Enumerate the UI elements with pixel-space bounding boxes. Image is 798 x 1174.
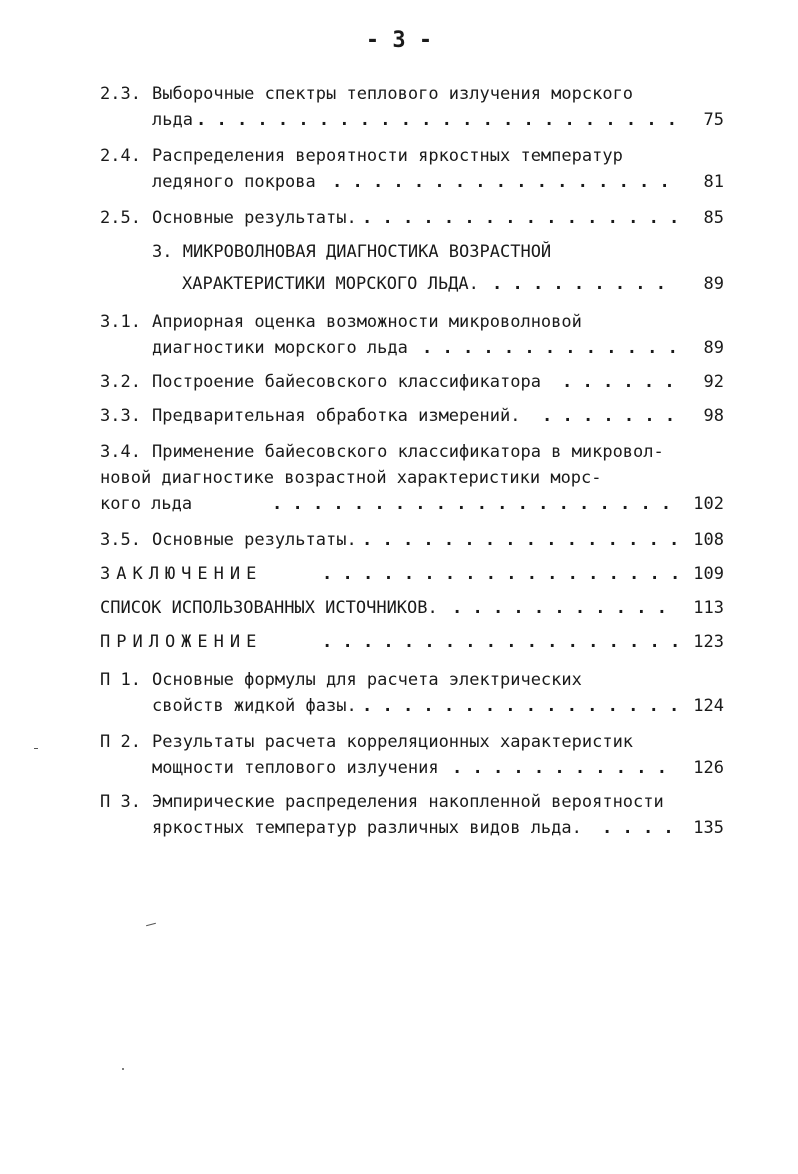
leader-dots <box>362 528 678 552</box>
entry-title-line-1: Построение байесовского классификатора <box>152 372 541 392</box>
entry-title-line-1: Априорная оценка возможности микроволновой <box>152 312 582 332</box>
entry-title-line-1: Основные формулы для расчета электрических <box>152 670 582 690</box>
entry-page: 109 <box>693 564 724 584</box>
chapter-title-line-2: ХАРАКТЕРИСТИКИ МОРСКОГО ЛЬДА. <box>182 274 479 294</box>
leader-dots <box>562 370 678 394</box>
entry-page: 126 <box>693 758 724 778</box>
entry-number: 2.5. <box>100 208 141 228</box>
entry-number: 3.1. <box>100 312 141 332</box>
entry-title-line-1: Выборочные спектры теплового излучения морского <box>152 84 634 104</box>
entry-page: 113 <box>693 598 724 618</box>
entry-page: 98 <box>703 406 724 426</box>
leader-dots <box>332 170 678 194</box>
entry-number: П 1. <box>100 670 141 690</box>
leader-dots <box>492 272 678 296</box>
entry-page: 102 <box>693 494 724 514</box>
entry-title-line-1: СПИСОК ИСПОЛЬЗОВАННЫХ ИСТОЧНИКОВ. <box>100 598 438 618</box>
leader-dots <box>322 630 678 654</box>
leader-dots <box>362 694 678 718</box>
entry-page: 75 <box>703 110 724 130</box>
scan-speck <box>122 1068 124 1070</box>
entry-title-line-2: мощности теплового излучения <box>152 758 439 778</box>
leader-dots <box>602 816 678 840</box>
entry-page: 135 <box>693 818 724 838</box>
entry-page: 92 <box>703 372 724 392</box>
leader-dots <box>452 756 678 780</box>
entry-title-line-2: свойств жидкой фазы. <box>152 696 357 716</box>
entry-number: П 2. <box>100 732 141 752</box>
entry-number: 2.3. <box>100 84 141 104</box>
entry-title-line-2: ледяного покрова <box>152 172 316 192</box>
chapter-title-line-1: 3. МИКРОВОЛНОВАЯ ДИАГНОСТИКА ВОЗРАСТНОЙ <box>152 242 552 262</box>
leader-dots <box>542 404 678 428</box>
scan-speck <box>146 923 156 927</box>
leader-dots <box>196 108 678 132</box>
entry-title-line-1: Эмпирические распределения накопленной вероятности <box>152 792 664 812</box>
entry-title-line-1: Основные результаты. <box>152 530 357 550</box>
entry-number: 3.2. <box>100 372 141 392</box>
leader-dots <box>272 492 678 516</box>
entry-page: 123 <box>693 632 724 652</box>
entry-title-line-2: диагностики морского льда <box>152 338 408 358</box>
entry-page: 89 <box>703 274 724 294</box>
entry-page: 85 <box>703 208 724 228</box>
entry-title-line-1: Основные результаты. <box>152 208 357 228</box>
entry-number: П 3. <box>100 792 141 812</box>
entry-page: 108 <box>693 530 724 550</box>
leader-dots <box>422 336 678 360</box>
entry-title-line-1: Предварительная обработка измерений. <box>152 406 521 426</box>
page-number: - 3 - <box>365 28 433 53</box>
entry-title-line-2: новой диагностике возрастной характеристики морс- <box>100 468 602 488</box>
entry-page: 81 <box>703 172 724 192</box>
entry-title-line-1: ПРИЛОЖЕНИЕ <box>100 632 263 652</box>
entry-number: 2.4. <box>100 146 141 166</box>
entry-title-line-1: ЗАКЛЮЧЕНИЕ <box>100 564 263 584</box>
entry-number: 3.4. <box>100 442 141 462</box>
entry-title-line-1: Результаты расчета корреляционных характеристик <box>152 732 634 752</box>
entry-title-line-3: кого льда <box>100 494 193 514</box>
leader-dots <box>322 562 678 586</box>
entry-number: 3.3. <box>100 406 141 426</box>
entry-title-line-1: Применение байесовского классификатора в микровол- <box>152 442 664 462</box>
entry-number: 3.5. <box>100 530 141 550</box>
entry-page: 124 <box>693 696 724 716</box>
scan-speck <box>34 748 38 749</box>
entry-title-line-2: яркостных температур различных видов льда. <box>152 818 582 838</box>
entry-title-line-1: Распределения вероятности яркостных температур <box>152 146 623 166</box>
leader-dots <box>362 206 678 230</box>
entry-title-line-2: льда <box>152 110 193 130</box>
entry-page: 89 <box>703 338 724 358</box>
leader-dots <box>452 596 678 620</box>
